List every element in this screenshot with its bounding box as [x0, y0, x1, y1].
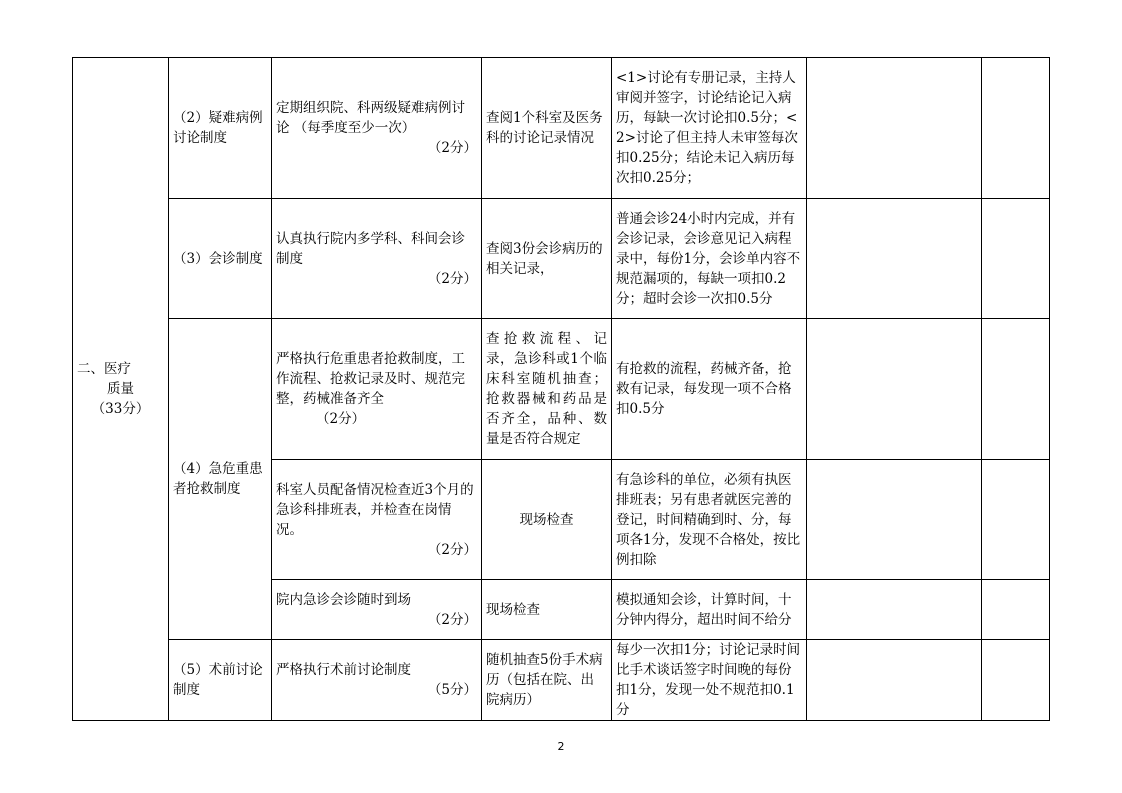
blank-cell: [982, 460, 1050, 580]
standard-cell: [272, 58, 482, 199]
method-cell: 现场检查: [482, 580, 612, 640]
standard-cell: [272, 319, 482, 460]
scoring-cell: 普通会诊24小时内完成，并有会诊记录，会诊意见记入病程录中，每份1分，会诊单内容不规范漏项的，每缺一项扣0.2分；超时会诊一次扣0.5分: [612, 199, 807, 319]
standard-text: 院内急诊会诊随时到场: [276, 591, 411, 608]
item-cell: （4）急危重患者抢救制度: [169, 319, 272, 640]
category-line: 质量: [107, 381, 134, 397]
blank-cell: [982, 319, 1050, 460]
method-cell: 查抢救流程、记录，急诊科或1个临床科室随机抽查；抢救器械和药品是否齐全，品种、数量是否符合规定: [482, 319, 612, 460]
category-line: （33分）: [91, 401, 150, 417]
scoring-cell: 有抢救的流程，药械齐备，抢救有记录，每发现一项不合格扣0.5分: [612, 319, 807, 460]
blank-cell: [807, 580, 982, 640]
scoring-cell: 有急诊科的单位，必须有执医排班表；另有患者就医完善的登记，时间精确到时、分，每项各1分，发现不合格处，按比例扣除: [612, 460, 807, 580]
points-label: （2分）: [427, 541, 477, 558]
method-cell: 现场检查: [482, 460, 612, 580]
standard-text: 严格执行术前讨论制度: [276, 662, 411, 678]
blank-cell: [807, 58, 982, 199]
scoring-cell: <1>讨论有专册记录，主持人审阅并签字，讨论结论记入病历，每缺一次讨论扣0.5分；<2>讨论了但主持人未审签每次扣0.25分；结论未记入病历每次扣0.25分；: [612, 58, 807, 199]
method-cell: 查阅3份会诊病历的相关记录，: [482, 199, 612, 319]
blank-cell: [982, 199, 1050, 319]
table-row: [73, 319, 1050, 460]
blank-cell: [807, 199, 982, 319]
points-label: （5分）: [427, 682, 477, 698]
item-cell: （5）术前讨论制度: [169, 640, 272, 721]
blank-cell: [807, 319, 982, 460]
points-label: （2分）: [316, 411, 366, 427]
method-cell: 查阅1个科室及医务科的讨论记录情况: [482, 58, 612, 199]
table-row: [73, 199, 1050, 319]
scoring-cell: 每少一次扣1分；讨论记录时间比手术谈话签字时间晚的每份扣1分，发现一处不规范扣0.1分: [612, 640, 807, 721]
page-number: 2: [557, 740, 565, 753]
standard-cell: [272, 580, 482, 640]
points-label: （2分）: [427, 270, 477, 287]
standard-cell: [272, 460, 482, 580]
item-cell: （2）疑难病例讨论制度: [169, 58, 272, 199]
standard-text: 严格执行危重患者抢救制度，工作流程、抢救记录及时、规范完整，药械准备齐全: [276, 351, 465, 407]
blank-cell: [807, 640, 982, 721]
scoring-cell: 模拟通知会诊，计算时间，十分钟内得分，超出时间不给分: [612, 580, 807, 640]
points-label: （2分）: [427, 140, 477, 156]
blank-cell: [982, 640, 1050, 721]
standard-cell: [272, 640, 482, 721]
evaluation-table: [72, 57, 1050, 721]
method-cell: 随机抽查5份手术病历（包括在院、出院病历）: [482, 640, 612, 721]
category-line: 二、医疗: [77, 361, 131, 377]
item-cell: （3）会诊制度: [169, 199, 272, 319]
standard-text: 定期组织院、科两级疑难病例讨论 （每季度至少一次）: [276, 100, 465, 136]
blank-cell: [982, 58, 1050, 199]
blank-cell: [807, 460, 982, 580]
category-cell: [73, 58, 169, 721]
standard-text: 科室人员配备情况检查近3个月的急诊科排班表，并检查在岗情况。: [276, 481, 474, 538]
points-label: （2分）: [427, 611, 477, 628]
blank-cell: [982, 580, 1050, 640]
standard-text: 认真执行院内多学科、科间会诊制度: [276, 230, 465, 267]
table-row: [73, 58, 1050, 199]
standard-cell: [272, 199, 482, 319]
table-row: [73, 640, 1050, 721]
